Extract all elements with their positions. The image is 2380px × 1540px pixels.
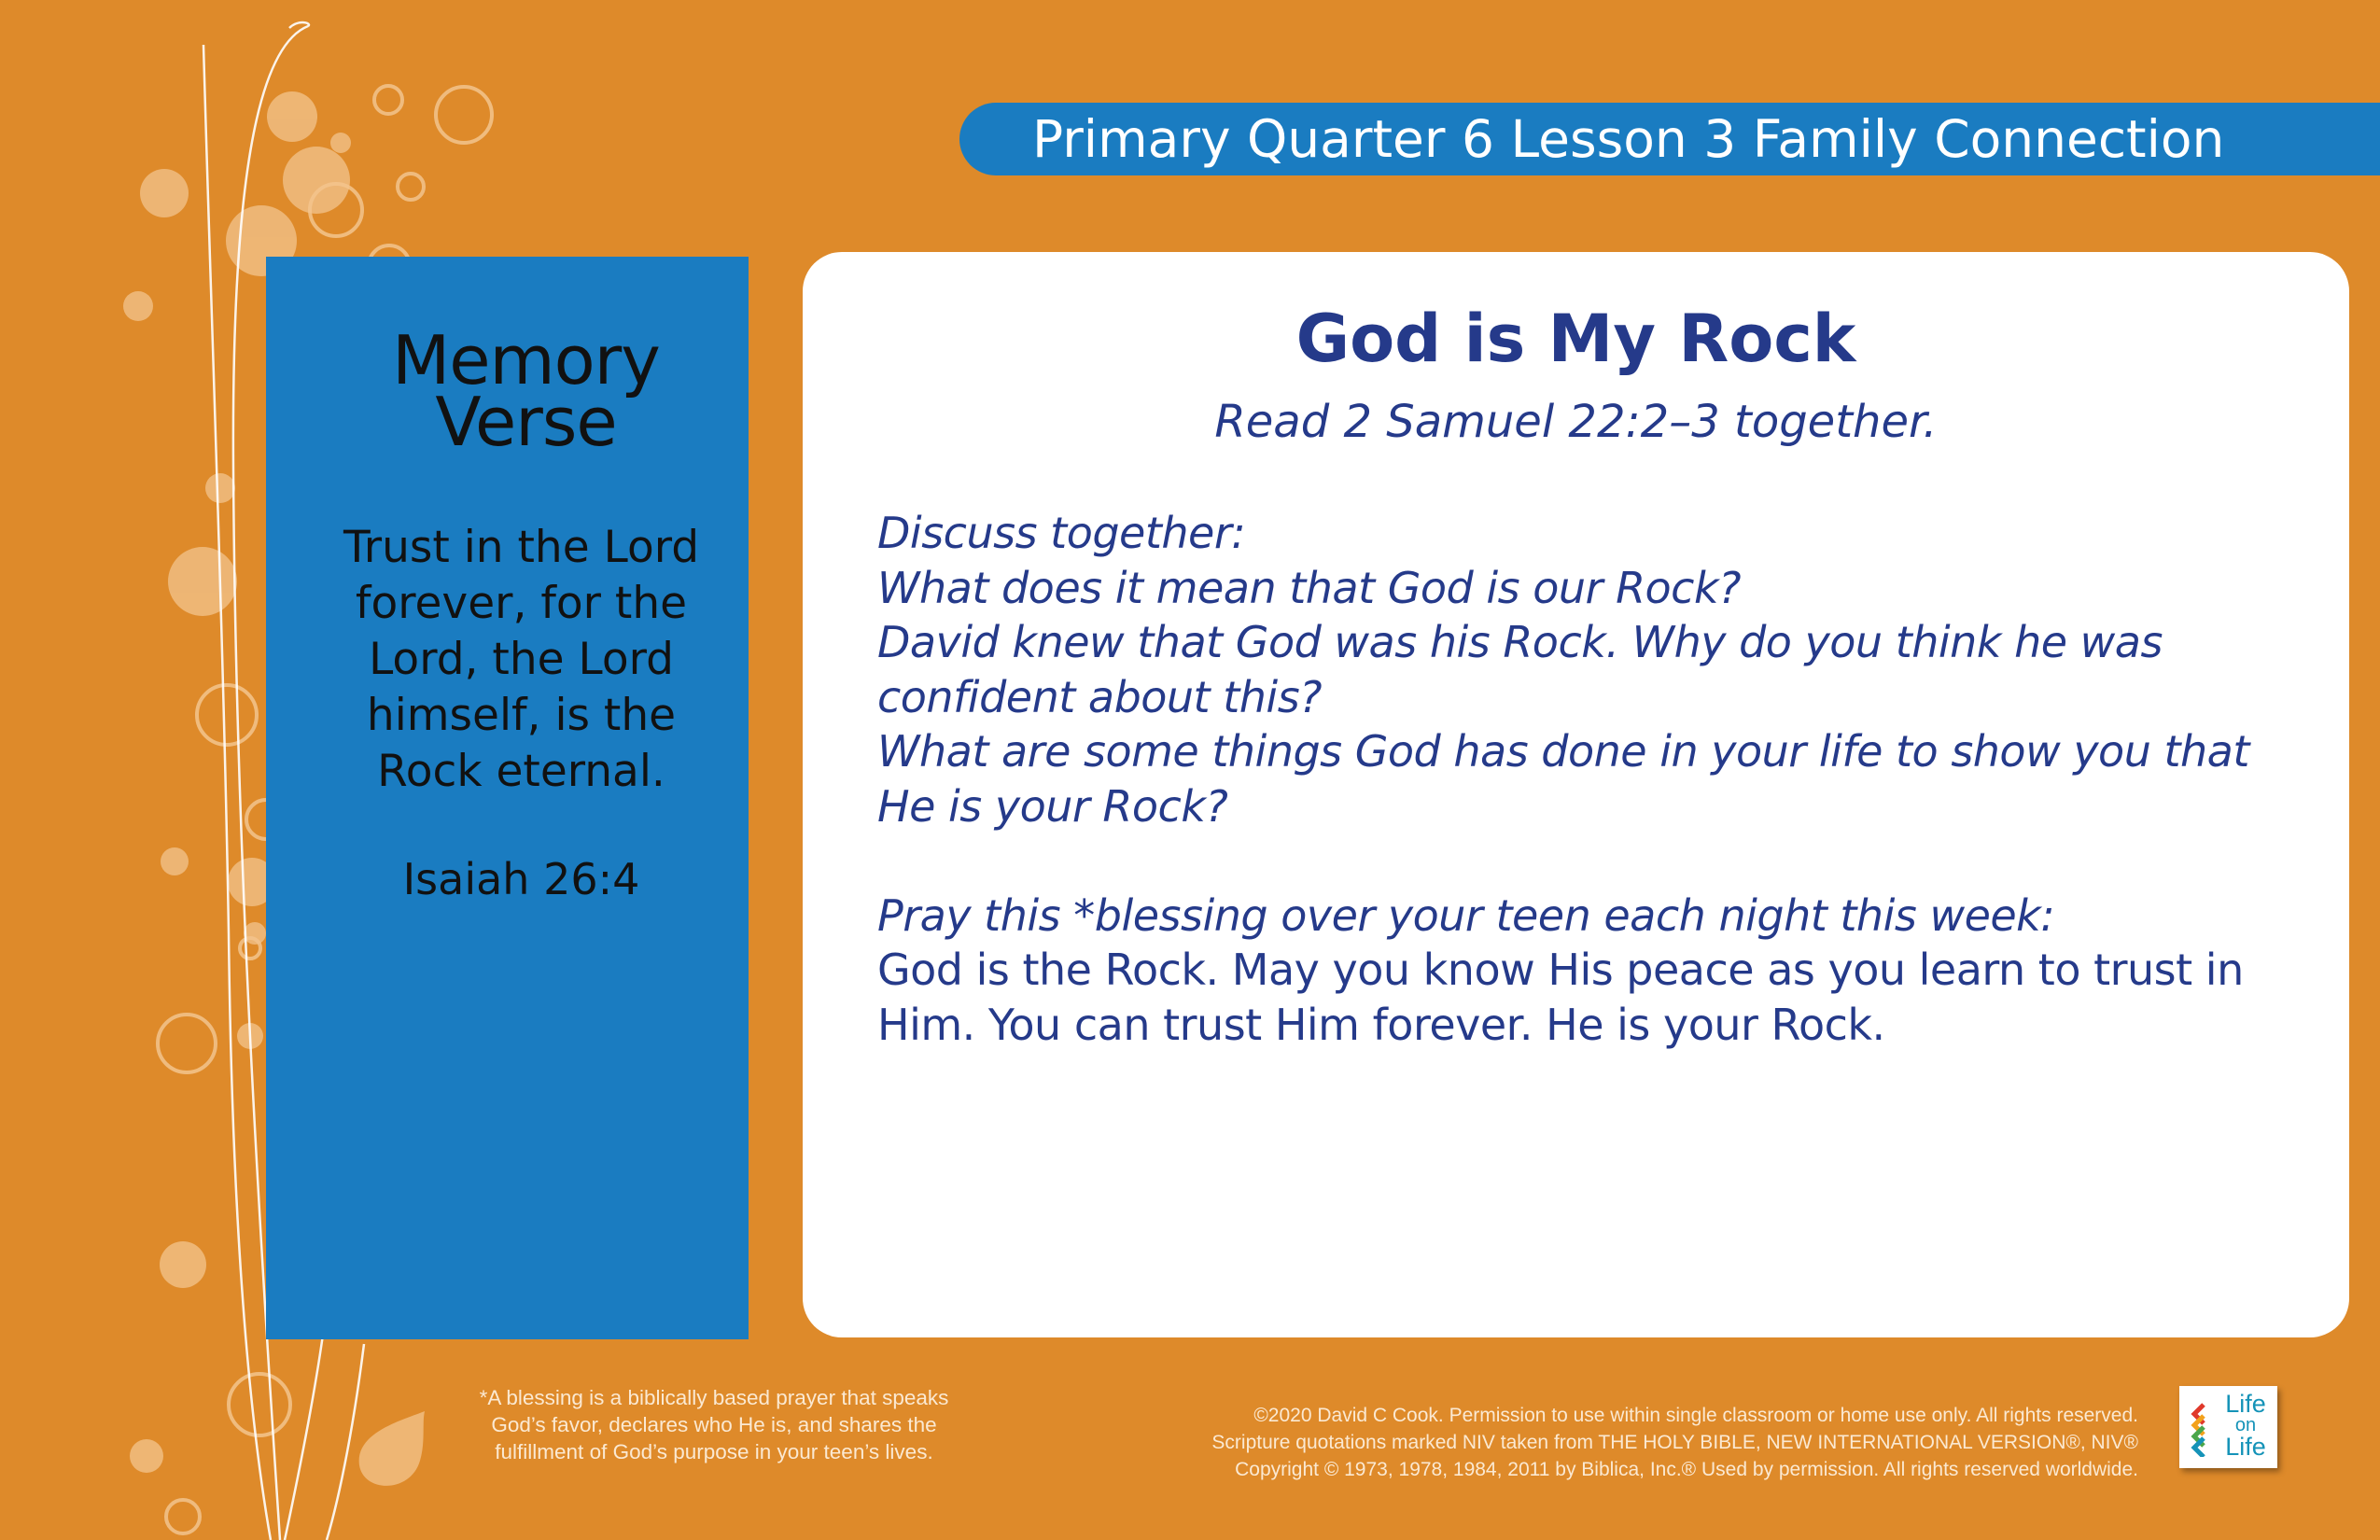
memory-verse-line: forever, for the [355,578,688,629]
lesson-body [877,506,2296,1052]
lesson-title: God is My Rock [1295,301,1856,377]
discuss-line: David knew that God was his Rock. Why do you think he was [877,617,2163,667]
copyright-line: Copyright © 1973, 1978, 1984, 2011 by Biblica, Inc.® Used by permission. All rights reserved worldwide. [1235,1459,2138,1480]
memory-verse-reference: Isaiah 26:4 [402,854,640,904]
discuss-line: Discuss together: [877,508,1246,558]
lesson-card [803,252,2349,1337]
logo-chevron-icon [2189,1403,2213,1457]
memory-verse-text [266,520,749,800]
logo-word: on [2234,1415,2257,1435]
memory-verse-line: Lord, the Lord [369,634,674,685]
memory-verse-line: Rock eternal. [377,746,665,797]
footnote-line: fulfillment of God’s purpose in your teen’s lives. [495,1440,933,1463]
reading-instruction: Read 2 Samuel 22:2–3 together. [1214,396,1938,448]
blessing-line: Him. You can trust Him forever. He is your Rock. [877,999,1885,1050]
memory-verse-line: himself, is the [366,690,677,741]
header-title-bar [959,103,2380,175]
memory-verse-line: Trust in the Lord [343,522,700,573]
logo-word: Life [2225,1433,2266,1461]
footnote-line: *A blessing is a biblically based prayer that speaks [479,1386,949,1409]
logo-wordmark [2217,1392,2275,1459]
memory-verse-heading [266,321,749,461]
life-on-life-logo [2179,1386,2277,1468]
discuss-line: He is your Rock? [877,780,1228,832]
footnote-line: God’s favor, declares who He is, and shares the [491,1413,937,1436]
discuss-line: What does it mean that God is our Rock? [877,562,1742,613]
copyright-notice [1211,1402,2138,1483]
blessing-footnote [457,1384,971,1465]
memory-verse-heading-line2: Verse [435,383,617,461]
discuss-line: confident about this? [877,671,1323,722]
blessing-line: God is the Rock. May you know His peace as you learn to trust in [877,945,2244,995]
pray-heading: Pray this *blessing over your teen each night this week: [877,889,2055,941]
copyright-line: ©2020 David C Cook. Permission to use within single classroom or home use only. All rights reserved. [1253,1405,2138,1426]
memory-verse-panel [266,257,749,1339]
paragraph-gap [877,833,2296,889]
copyright-line: Scripture quotations marked NIV taken from THE HOLY BIBLE, NEW INTERNATIONAL VERSION®, NIV® [1211,1432,2138,1453]
memory-verse-heading-line1: Memory [392,321,660,399]
header-title: Primary Quarter 6 Lesson 3 Family Connection [1032,109,2225,169]
discuss-line: What are some things God has done in your life to show you that [877,726,2249,777]
logo-word: Life [2225,1390,2266,1418]
